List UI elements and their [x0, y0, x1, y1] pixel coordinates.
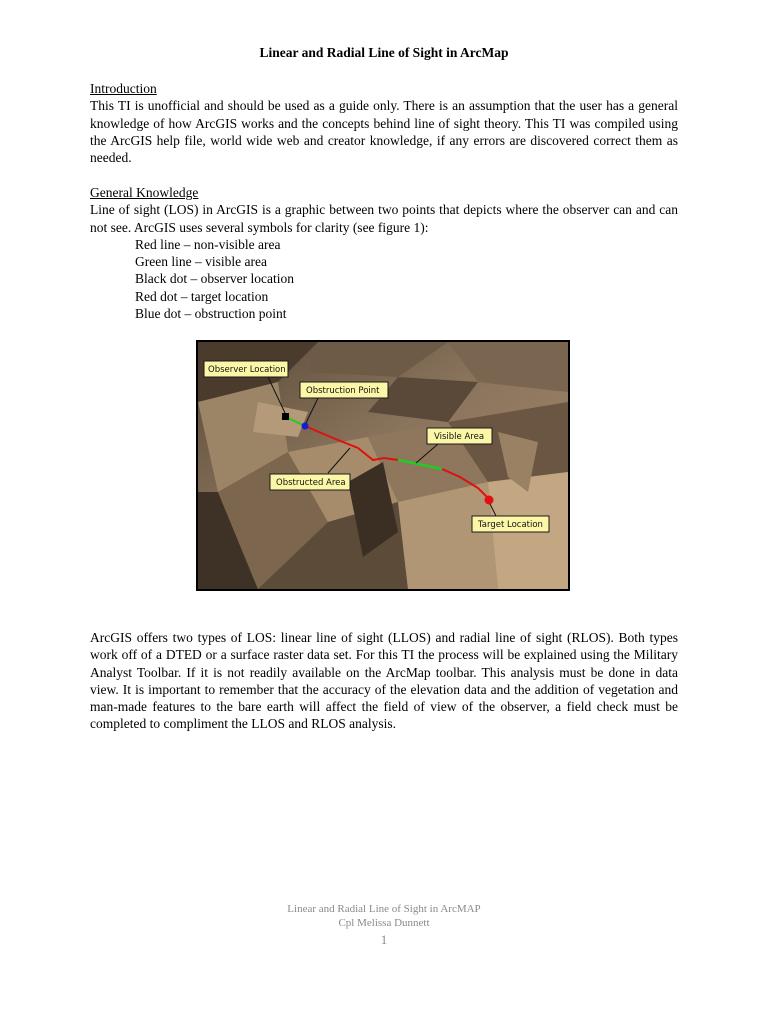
- symbol-list: [90, 236, 678, 322]
- general-knowledge-heading: General Knowledge: [90, 185, 199, 200]
- general-knowledge-section: [90, 184, 678, 322]
- arcgis-los-paragraph: ArcGIS offers two types of LOS: linear line of sight (LLOS) and radial line of sight (RLOS). Both types work off of a DTED or a surface raster data set. For this TI the process will be explained using the Military Analyst Toolbar. If it is not readily available on the ArcMap toolbar. This analysis must be done in data view. It is important to remember that the accuracy of the elevation data and the addition of vegetation and man-made features to the bare earth will affect the field of view of the observer, a field check must be completed to compliment the LLOS and RLOS analysis.: [90, 630, 678, 732]
- list-item: Blue dot – obstruction point: [135, 306, 287, 322]
- list-item: Red line – non-visible area: [135, 236, 281, 252]
- obstruction-point-label: Obstruction Point: [306, 386, 380, 396]
- introduction-section: [90, 80, 678, 166]
- target-location-label: Target Location: [478, 520, 543, 530]
- footer-author: Cpl Melissa Dunnett: [338, 917, 430, 929]
- introduction-heading: Introduction: [90, 81, 157, 96]
- general-knowledge-body: Line of sight (LOS) in ArcGIS is a graphic between two points that depicts where the observer can and can not see. ArcGIS uses several symbols for clarity (see figure 1):: [90, 202, 678, 235]
- observer-location-label: Observer Location: [208, 365, 286, 375]
- document-title: Linear and Radial Line of Sight in ArcMap: [259, 45, 509, 60]
- list-item: Red dot – target location: [135, 288, 269, 304]
- footer-title: Linear and Radial Line of Sight in ArcMAP: [287, 903, 481, 915]
- obstruction-dot: [302, 423, 309, 430]
- visible-area-label: Visible Area: [434, 432, 485, 442]
- introduction-body: This TI is unofficial and should be used as a guide only. There is an assumption that the user has a general knowledge of how ArcGIS works and the concepts behind line of sight theory. This TI was compiled using the ArcGIS help file, world wide web and creator knowledge, if any errors are discovered correct them as needed.: [90, 98, 678, 166]
- observer-dot: [282, 413, 289, 420]
- list-item: Green line – visible area: [135, 254, 267, 270]
- terrain-map: [198, 342, 568, 589]
- target-dot: [485, 496, 494, 505]
- list-item: Black dot – observer location: [135, 271, 294, 287]
- page-number: 1: [380, 932, 388, 947]
- line-of-sight-figure: [196, 340, 570, 591]
- obstructed-area-label: Obstructed Area: [276, 478, 346, 488]
